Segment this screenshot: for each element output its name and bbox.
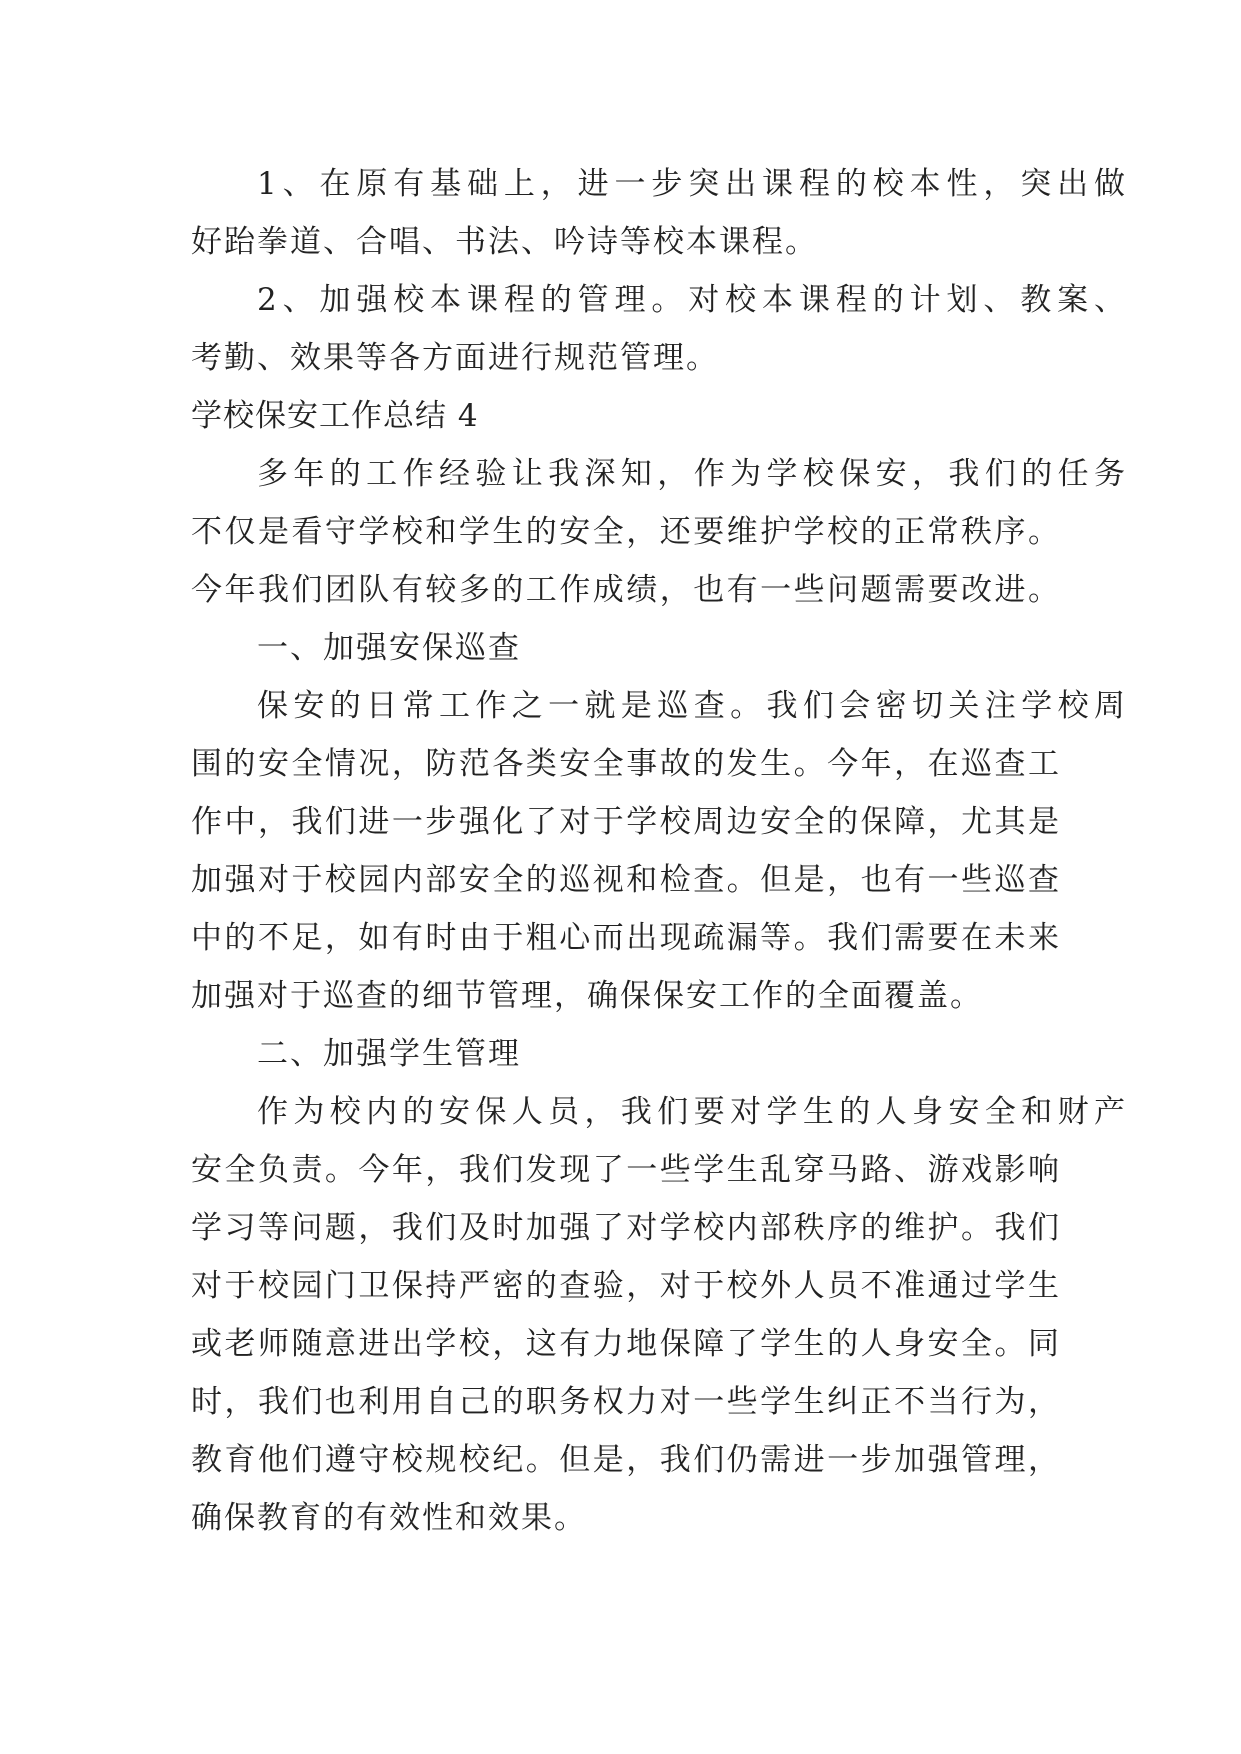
- intro-paragraph: [191, 445, 1127, 619]
- document-page: [191, 155, 1127, 1547]
- paragraph-line: 中的不足，如有时由于粗心而出现疏漏等。我们需要在未来: [191, 920, 1061, 956]
- paragraph-line: 不仅是看守学校和学生的安全，还要维护学校的正常秩序。: [191, 514, 1061, 550]
- paragraph-line: 今年我们团队有较多的工作成绩，也有一些问题需要改进。: [191, 572, 1061, 608]
- paragraph-line: 考勤、效果等各方面进行规范管理。: [191, 340, 719, 376]
- subheading-1: [191, 619, 1061, 677]
- paragraph-line: 时，我们也利用自己的职务权力对一些学生纠正不当行为，: [191, 1384, 1061, 1420]
- paragraph-line: 或老师随意进出学校，这有力地保障了学生的人身安全。同: [191, 1326, 1061, 1362]
- paragraph-line: 2、加强校本课程的管理。对校本课程的计划、教案、: [257, 282, 1127, 318]
- subheading-text: 二、加强学生管理: [257, 1036, 521, 1072]
- paragraph-line: 学习等问题，我们及时加强了对学校内部秩序的维护。我们: [191, 1210, 1061, 1246]
- body-paragraph-2: [191, 1083, 1127, 1547]
- paragraph-line: 教育他们遵守校规校纪。但是，我们仍需进一步加强管理，: [191, 1442, 1061, 1478]
- paragraph-line: 加强对于巡查的细节管理，确保保安工作的全面覆盖。: [191, 978, 983, 1014]
- paragraph-line: 1、在原有基础上，进一步突出课程的校本性，突出做: [257, 166, 1127, 202]
- body-paragraph-1: [191, 677, 1127, 1025]
- subheading-text: 一、加强安保巡查: [257, 630, 521, 666]
- paragraph-line: 安全负责。今年，我们发现了一些学生乱穿马路、游戏影响: [191, 1152, 1061, 1188]
- paragraph-line: 作为校内的安保人员，我们要对学生的人身安全和财产: [257, 1094, 1127, 1130]
- paragraph-line: 保安的日常工作之一就是巡查。我们会密切关注学校周: [257, 688, 1127, 724]
- paragraph-line: 好跆拳道、合唱、书法、吟诗等校本课程。: [191, 224, 818, 260]
- paragraph-line: 加强对于校园内部安全的巡视和检查。但是，也有一些巡查: [191, 862, 1061, 898]
- paragraph-2: [191, 271, 1127, 387]
- paragraph-line: 作中，我们进一步强化了对于学校周边安全的保障，尤其是: [191, 804, 1061, 840]
- subheading-2: [191, 1025, 1061, 1083]
- paragraph-1: [191, 155, 1127, 271]
- paragraph-line: 围的安全情况，防范各类安全事故的发生。今年，在巡查工: [191, 746, 1061, 782]
- paragraph-line: 多年的工作经验让我深知，作为学校保安，我们的任务: [257, 456, 1127, 492]
- paragraph-line: 确保教育的有效性和效果。: [191, 1500, 587, 1536]
- section-title: [191, 387, 1061, 445]
- section-title-text: 学校保安工作总结 4: [191, 398, 479, 434]
- paragraph-line: 对于校园门卫保持严密的查验，对于校外人员不准通过学生: [191, 1268, 1061, 1304]
